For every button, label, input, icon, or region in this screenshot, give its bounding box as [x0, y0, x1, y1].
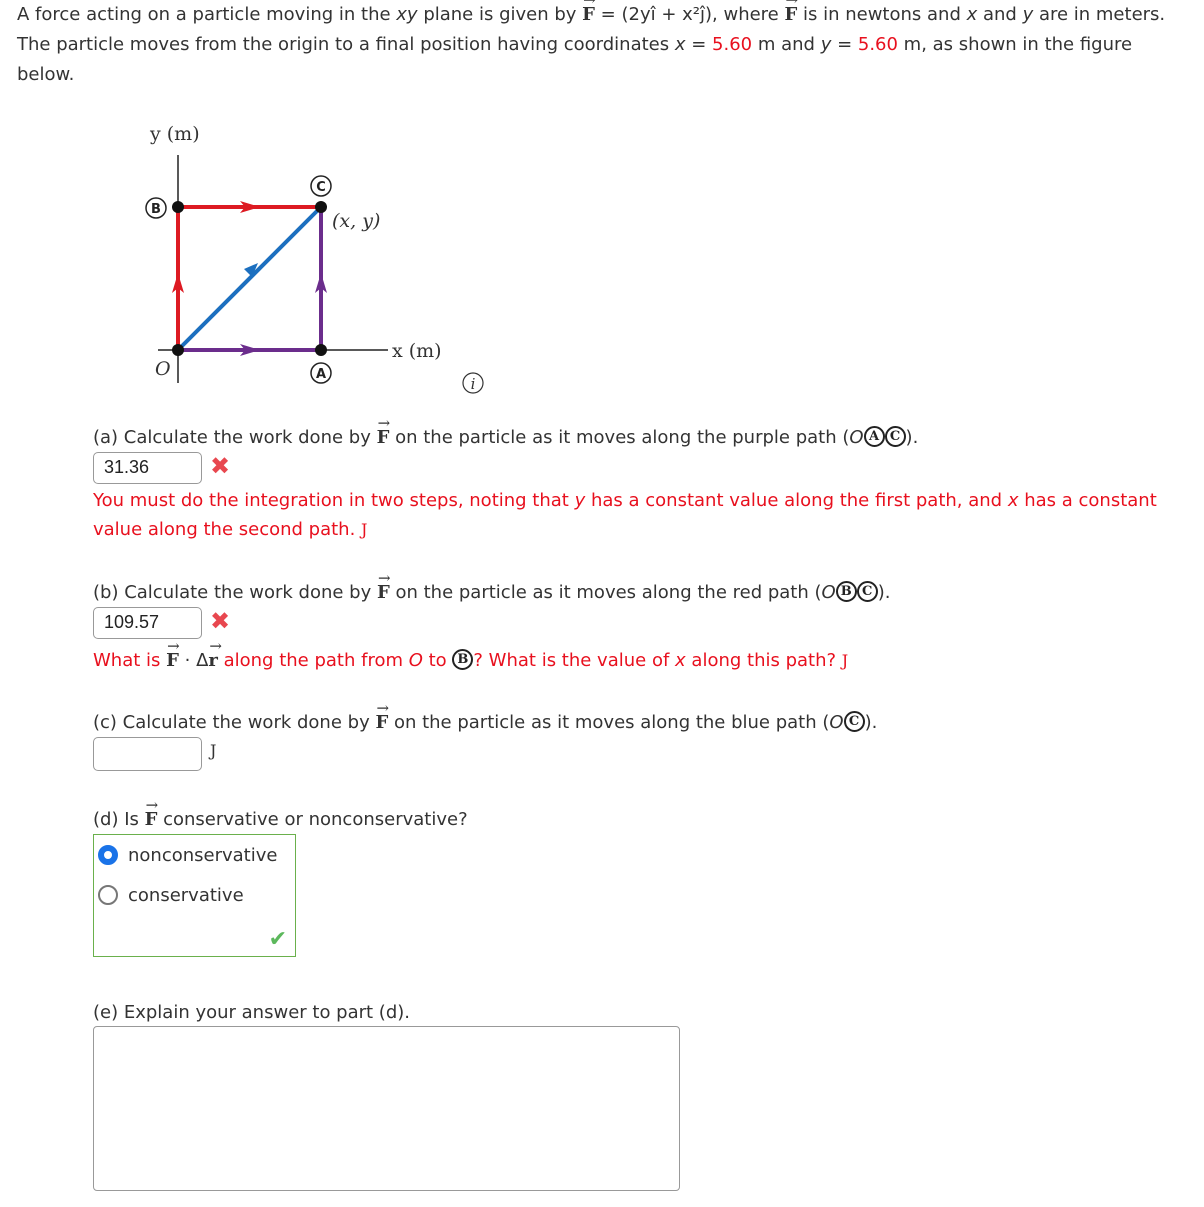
text: xy: [396, 4, 418, 25]
circled-a: A: [864, 426, 885, 447]
radio-unselected[interactable]: [98, 885, 118, 905]
point-a-label: A: [315, 367, 327, 382]
unit: J: [361, 520, 368, 539]
text: · Δ: [178, 650, 209, 671]
option-nonconservative[interactable]: [94, 835, 295, 875]
text: are in meters. The particle moves from the origin to a final position having coordinates: [17, 4, 1166, 55]
text: =: [685, 34, 713, 55]
force-vector: → F: [375, 708, 388, 738]
text: y: [574, 490, 586, 511]
circled-c: C: [844, 711, 865, 732]
point-b-label: B: [151, 202, 161, 217]
force-formula: = (2yî + x²ĵ), where: [594, 4, 785, 25]
question-d: [93, 805, 468, 835]
x-axis-label: x (m): [392, 340, 442, 362]
text: =: [831, 34, 858, 55]
text: (c) Calculate the work done by: [93, 712, 376, 733]
text: on the particle as it moves along the red path (: [389, 582, 822, 603]
text: on the particle as it moves along the blue path (: [388, 712, 830, 733]
text: along this path?: [685, 650, 837, 671]
info-icon[interactable]: [463, 373, 483, 393]
svg-text:i: i: [470, 375, 476, 393]
feedback-a: [93, 486, 1183, 544]
text: What is: [93, 650, 167, 671]
circled-b: B: [836, 581, 857, 602]
force-vector: → F: [784, 0, 797, 30]
text: You must do the integration in two steps, noting that: [93, 490, 575, 511]
circled-b: B: [452, 649, 473, 670]
y-value: 5.60: [857, 34, 898, 55]
question-c: [93, 708, 877, 738]
choice-group: [93, 834, 296, 957]
question-b: [93, 578, 890, 608]
text: and: [977, 4, 1023, 25]
option-label: nonconservative: [128, 844, 278, 866]
text: on the particle as it moves along the purple path (: [389, 427, 850, 448]
option-label: conservative: [128, 884, 244, 906]
red-path: [172, 201, 321, 350]
text: ).: [864, 712, 878, 733]
text: x: [675, 650, 686, 671]
x-value: 5.60: [712, 34, 753, 55]
text: x: [1007, 490, 1019, 511]
text: (a) Calculate the work done by: [93, 427, 377, 448]
text: ? What is the value of: [473, 650, 676, 671]
answer-a-input[interactable]: 31.36: [93, 452, 202, 484]
y-axis-label: y (m): [150, 123, 200, 145]
path-figure: [130, 105, 500, 400]
force-vector: → F: [145, 805, 158, 835]
text: m, as shown in the figure below.: [17, 34, 1133, 85]
force-vector: → F: [582, 0, 595, 30]
option-conservative[interactable]: [94, 875, 295, 915]
incorrect-icon: ✖: [210, 607, 231, 635]
question-a: [93, 423, 918, 453]
text: O: [821, 582, 836, 603]
origin-label: O: [155, 358, 171, 380]
text: y: [820, 34, 832, 55]
unit: J: [210, 741, 217, 760]
text: is in newtons and: [797, 4, 967, 25]
text: x: [674, 34, 686, 55]
text: m and: [752, 34, 821, 55]
text: (d) Is: [93, 809, 145, 830]
text: (b) Calculate the work done by: [93, 582, 377, 603]
unit: J: [841, 651, 849, 670]
text: x: [966, 4, 978, 25]
force-vector: → F: [377, 578, 390, 608]
text: to: [422, 650, 453, 671]
text: O: [829, 712, 844, 733]
problem-statement: [17, 0, 1192, 90]
explanation-textarea[interactable]: [93, 1026, 680, 1191]
blue-path: [178, 207, 321, 350]
radio-selected[interactable]: [98, 845, 118, 865]
answer-c-input[interactable]: [93, 737, 202, 771]
text: O: [849, 427, 864, 448]
answer-b-input[interactable]: 109.57: [93, 607, 202, 639]
text: O: [408, 650, 423, 671]
force-vector: → F: [377, 423, 390, 453]
force-vector: → F: [166, 646, 179, 676]
correct-check-icon: ✔: [268, 927, 287, 952]
point-c-coords: (x, y): [332, 210, 381, 232]
circled-c: C: [857, 581, 878, 602]
text: has a constant value along the first path, and: [585, 490, 1008, 511]
text: plane is given by: [417, 4, 583, 25]
text: A force acting on a particle moving in the: [17, 4, 397, 25]
text: along the path from: [217, 650, 409, 671]
displacement-vector: → r: [208, 646, 217, 676]
text: ).: [877, 582, 891, 603]
text: ).: [905, 427, 919, 448]
point-c-label: C: [316, 180, 326, 195]
text: y: [1022, 4, 1034, 25]
incorrect-icon: ✖: [210, 452, 231, 480]
circled-c: C: [885, 426, 906, 447]
text: has a constant value along the second path.: [93, 490, 1157, 540]
purple-path: [178, 207, 327, 356]
text: conservative or nonconservative?: [157, 809, 468, 830]
feedback-b: [93, 646, 848, 676]
question-e: (e) Explain your answer to part (d).: [93, 1002, 411, 1023]
